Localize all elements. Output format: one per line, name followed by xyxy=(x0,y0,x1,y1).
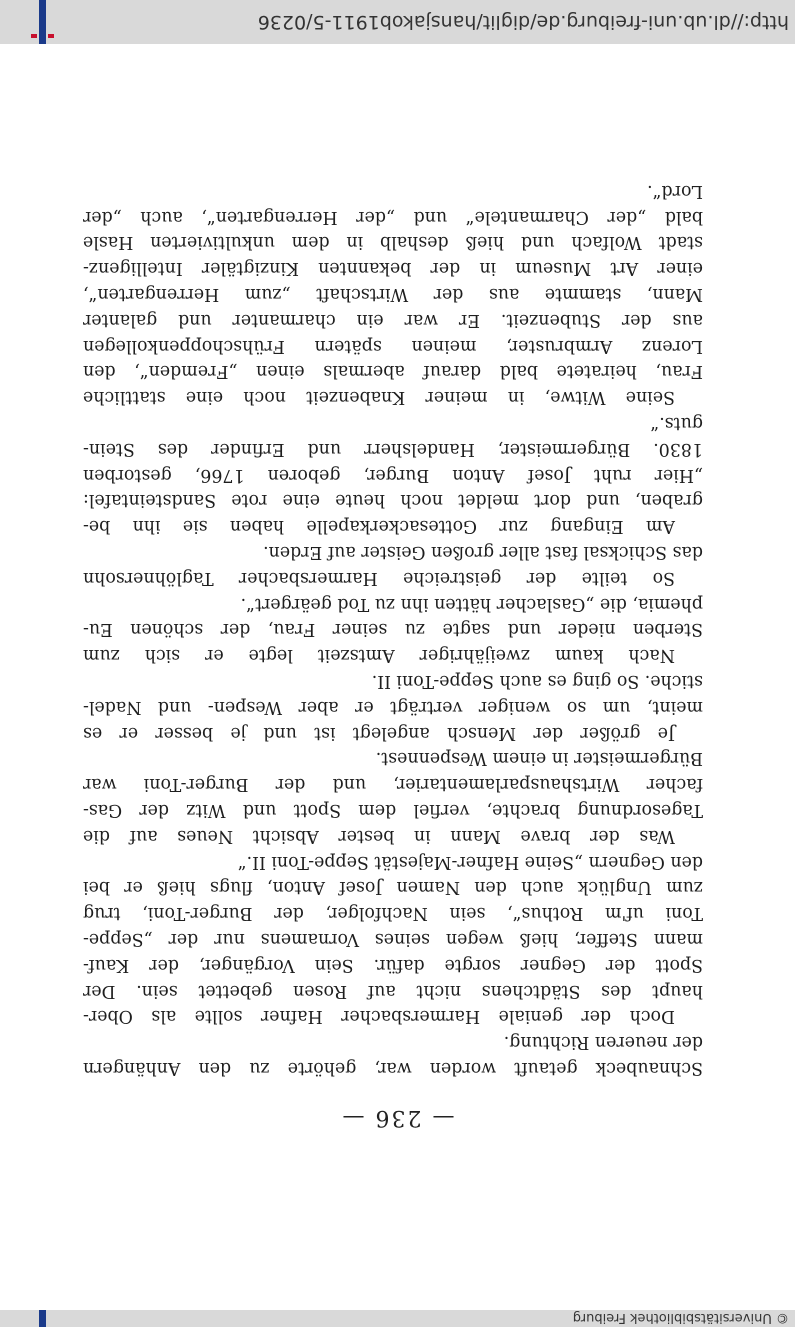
text-line: Nach kaum zweijähriger Amtszeit legte er sich zum xyxy=(83,645,675,666)
paragraph xyxy=(83,848,703,1029)
text-line: haupt des Städtchens nicht auf Rosen gebettet sein. Der xyxy=(83,980,703,1001)
scanned-page xyxy=(0,44,795,1310)
text-line: Mann, stammte aus der Wirtschaft „zum Herrengarten“, xyxy=(83,284,703,305)
text-line: den Gegnern „Seine Hafner-Majestät Seppe-Toni II.“ xyxy=(237,851,703,872)
text-line: stiche. So ging es auch Seppe-Toni II. xyxy=(371,671,703,692)
text-line: „Hier ruht Josef Anton Burger, geboren 1766, gestorben xyxy=(83,464,703,485)
university-logo-icon xyxy=(22,0,62,44)
text-line: zum Unglück auch den Namen Josef Anton, flugs hieß er bei xyxy=(83,877,703,898)
text-line: das Schicksal fast aller großen Geister auf Erden. xyxy=(263,542,703,563)
copyright-notice-top: © Universitätsbibliothek Freiburg xyxy=(572,1310,789,1325)
paragraph xyxy=(83,538,703,590)
university-logo-icon xyxy=(22,1310,62,1327)
text-line: Spott der Gegner sorgte dafür. Sein Vorgänger, der Kauf- xyxy=(83,954,703,975)
text-line: Lorenz Armbruster, meinen spätern Frühschoppenkollegen xyxy=(83,335,703,356)
paragraph xyxy=(83,667,703,744)
text-line: Seine Witwe, in meiner Knabenzeit noch eine stattliche xyxy=(83,387,675,408)
text-line: Frau, heiratete bald darauf abermals einen „Fremden“, den xyxy=(83,361,703,382)
text-line: Doch der geniale Harmersbacher Hafner sollte als Ober- xyxy=(83,1006,675,1027)
text-line: Je größer der Mensch angelegt ist und je besser er es xyxy=(83,722,675,743)
paragraph xyxy=(83,590,703,667)
top-attribution-bar xyxy=(0,1310,795,1327)
text-line: Toni uf'm Rothus“, sein Nachfolger, der Burger-Toni, trug xyxy=(83,903,703,924)
paragraph xyxy=(83,745,703,848)
text-line: mann Steffer, hieß wegen seines Vornamens nur der „Seppe- xyxy=(83,929,703,950)
source-url[interactable]: http://dl.ub.uni-freiburg.de/diglit/hansjakob1911-5/0236 xyxy=(257,11,789,33)
text-line: Lord“. xyxy=(647,180,703,201)
text-line: Tagesordnung brachte, verfiel dem Spott und Witz der Gas- xyxy=(83,800,703,821)
text-line: stadt Wolfach und hieß deshalb in dem unkultivierten Hasle xyxy=(83,232,703,253)
paragraph xyxy=(83,1028,703,1080)
paragraph xyxy=(83,177,703,409)
text-line: guts.“ xyxy=(650,413,703,434)
text-line: phemia, die „Gaslacher hätten ihn zu Tod geärgert“. xyxy=(240,593,703,614)
text-line: So teilte der geistreiche Harmersbacher Taglöhnersohn xyxy=(83,567,675,588)
text-line: Was der brave Mann in bester Absicht Neues auf die xyxy=(83,825,675,846)
text-line: Schnaubeck getauft worden war, gehörte zu den Anhängern xyxy=(83,1058,703,1078)
paragraph xyxy=(83,409,703,538)
text-line: facher Wirtshausparlamentarier, und der Burger-Toni war xyxy=(83,774,703,795)
text-line: aus der Stubenzeit. Er war ein charmanter und galanter xyxy=(83,309,703,330)
text-line: Am Eingang zur Gottesackerkapelle haben sie ihn be- xyxy=(83,516,675,537)
text-line: Bürgermeister in einem Wespennest. xyxy=(375,748,703,769)
text-line: meint, um so weniger verträgt er aber Wespen- und Nadel- xyxy=(83,696,703,717)
page-text xyxy=(83,177,703,1080)
page-number: — 236 — xyxy=(340,1105,455,1130)
text-line: einer Art Museum in der bekannten Kinzigtäler Intelligenz- xyxy=(83,258,703,279)
text-line: bald „der Charmantele“ und „der Herrengarten“, auch „der xyxy=(83,206,703,227)
bottom-url-bar xyxy=(0,0,795,44)
text-line: der neueren Richtung. xyxy=(503,1032,703,1053)
text-line: 1830. Bürgermeister, Handelsherr und Erfinder des Stein- xyxy=(83,438,703,459)
text-line: Sterben nieder und sagte zu seiner Frau, der schönen Eu- xyxy=(83,619,703,640)
text-line: graben, und dort meldet noch heute eine rote Sandsteintafel: xyxy=(83,490,703,511)
